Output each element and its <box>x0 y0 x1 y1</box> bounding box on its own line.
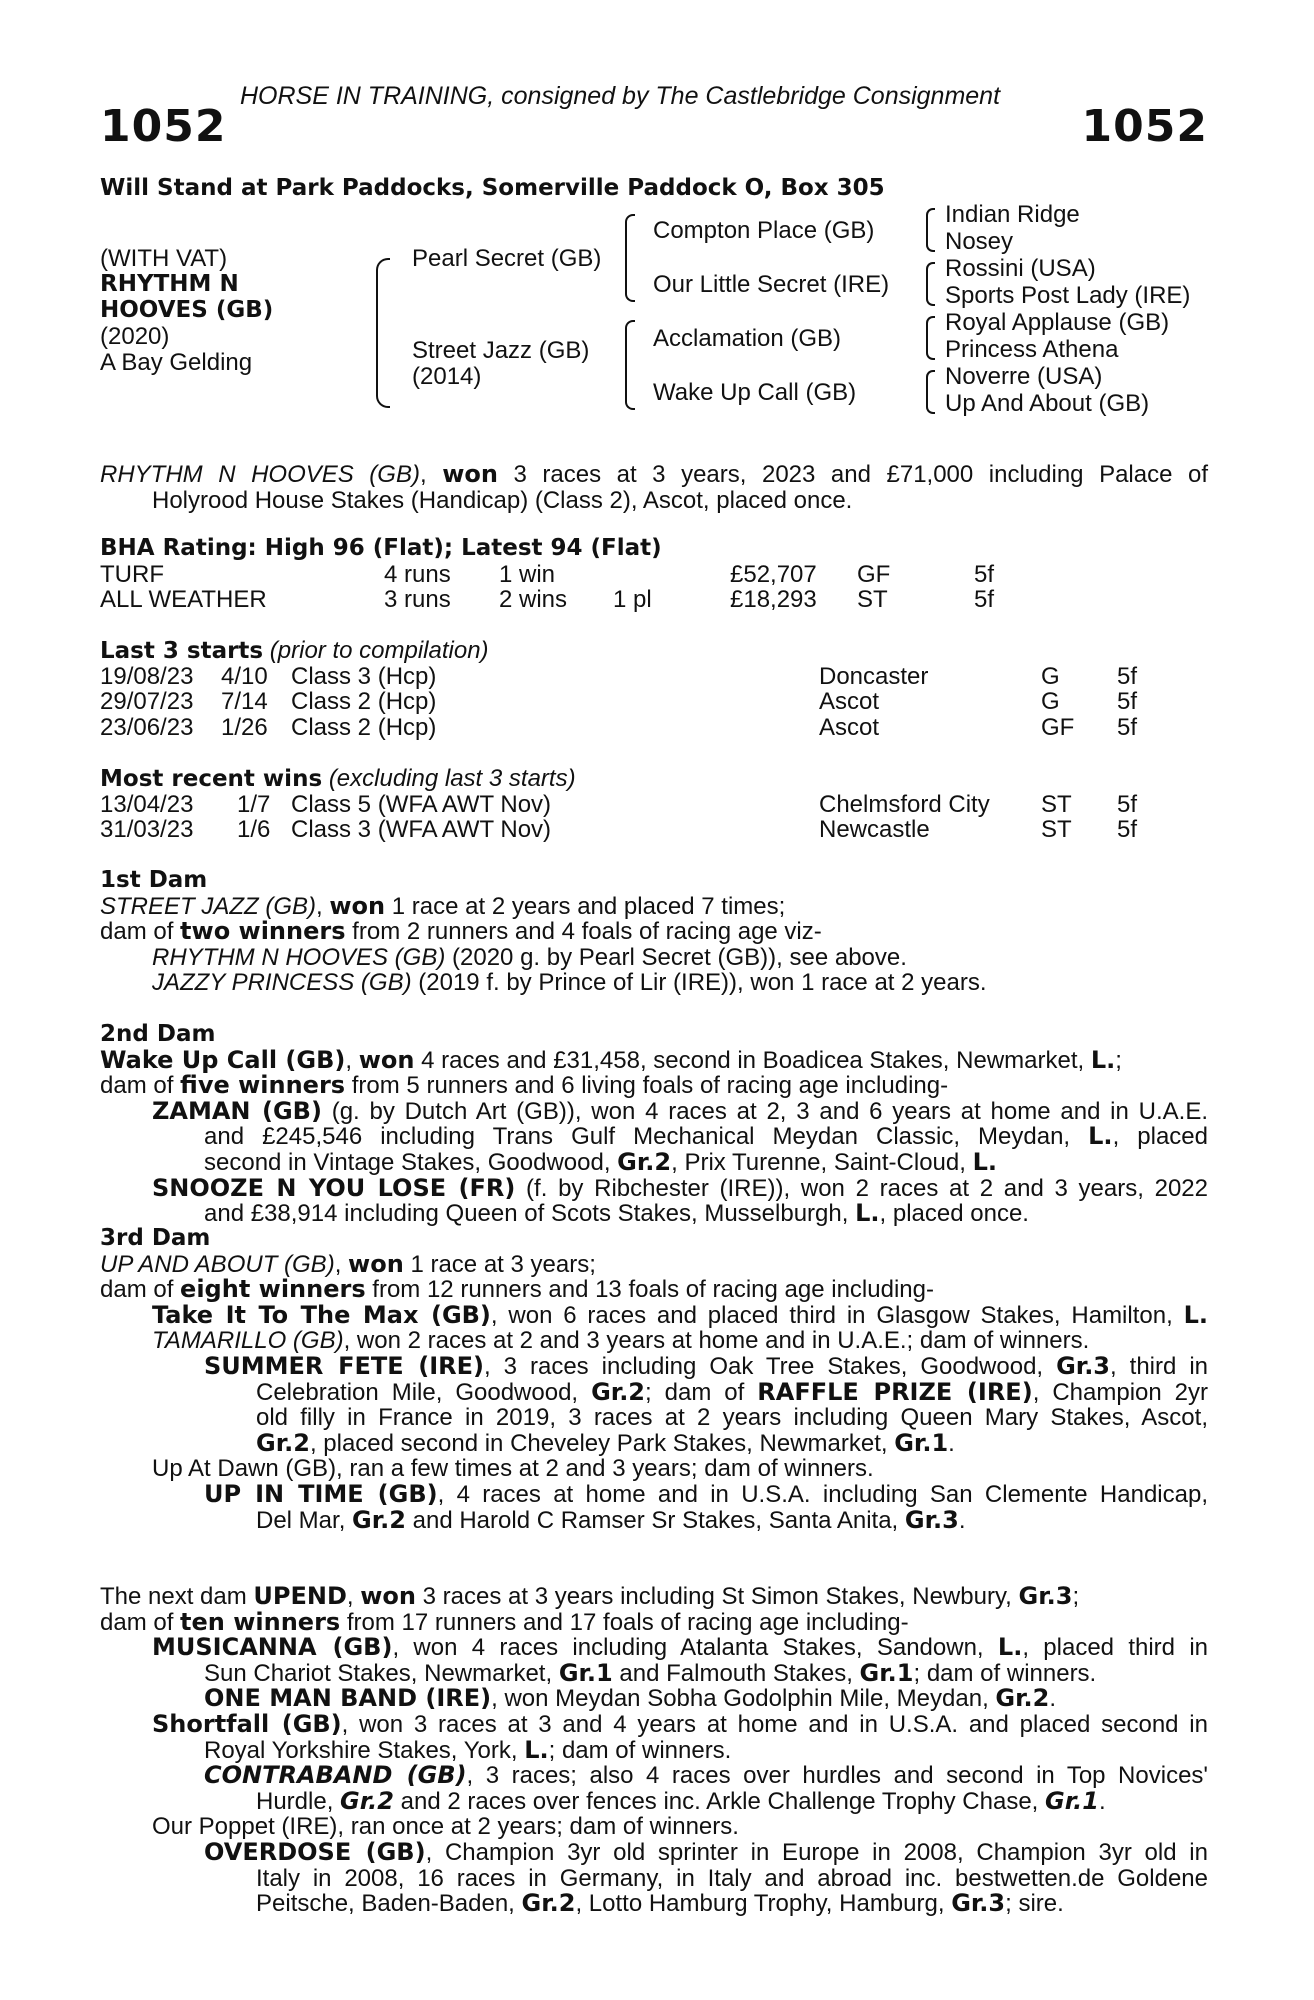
dam-year: (2014) <box>412 363 482 390</box>
first-dam-section <box>100 868 1208 996</box>
foaling-year: (2020) <box>100 323 170 350</box>
ancestor-3: Rossini (USA) <box>945 255 1096 282</box>
text-line: dam of ten winners from 17 runners and 17 foals of racing age including- <box>100 1607 909 1636</box>
text-line: CONTRABAND (GB), 3 races; also 4 races over hurdles and second in Top Novices' <box>204 1761 1208 1790</box>
text-line: Sun Chariot Stakes, Newmarket, Gr.1 and Falmouth Stakes, Gr.1; dam of winners. <box>204 1658 1097 1687</box>
text-line: Up At Dawn (GB), ran a few times at 2 and 3 years; dam of winners. <box>152 1455 874 1483</box>
brace-g4 <box>926 370 935 414</box>
bha-row-all-weather: ALL WEATHER 3 runs 2 wins 1 pl £18,293 ST 5f <box>100 586 995 614</box>
text-line: dam of five winners from 5 runners and 6 living foals of racing age including- <box>100 1071 949 1100</box>
last3-row: 19/08/23 4/10 Class 3 (Hcp) Doncaster G 5f <box>100 662 1138 690</box>
vat-note: (WITH VAT) <box>100 245 228 272</box>
text-line: Wake Up Call (GB), won 4 races and £31,458, second in Boadicea Stakes, Newmarket, L.; <box>100 1045 1122 1074</box>
text-line: SUMMER FETE (IRE), 3 races including Oak Tree Stakes, Goodwood, Gr.3, third in <box>204 1351 1208 1380</box>
ancestor-2: Nosey <box>945 228 1014 255</box>
page-header: HORSE IN TRAINING, consigned by The Castlebridge Consignment <box>240 82 1001 110</box>
text-line: and £245,546 including Trans Gulf Mechanical Meydan Classic, Meydan, L., placed <box>204 1122 1208 1151</box>
last3-row: 29/07/23 7/14 Class 2 (Hcp) Ascot G 5f <box>100 688 1138 716</box>
ancestor-6: Princess Athena <box>945 336 1119 363</box>
brace-g2 <box>926 262 935 306</box>
text-line: second in Vintage Stakes, Goodwood, Gr.2, Prix Turenne, Saint-Cloud, L. <box>204 1147 998 1176</box>
horse-description: A Bay Gelding <box>100 349 253 376</box>
ancestor-5: Royal Applause (GB) <box>945 309 1170 336</box>
text-line: SNOOZE N YOU LOSE (FR) (f. by Ribchester (IRE)), won 2 races at 2 and 3 years, 2022 <box>152 1173 1208 1202</box>
third-dam-section <box>100 1226 1208 1533</box>
sire-dam: Our Little Secret (IRE) <box>653 271 890 298</box>
text-line: STREET JAZZ (GB), won 1 race at 2 years and placed 7 times; <box>100 891 786 920</box>
sire: Pearl Secret (GB) <box>412 245 602 272</box>
race-summary <box>100 462 1208 513</box>
second-dam-section <box>100 1022 1208 1227</box>
horse-name-line1: RHYTHM N <box>100 271 239 297</box>
text-line: OVERDOSE (GB), Champion 3yr old sprinter in Europe in 2008, Champion 3yr old in <box>204 1837 1208 1866</box>
bha-heading: BHA Rating: High 96 (Flat); Latest 94 (Flat) <box>100 535 662 561</box>
text-line: Peitsche, Baden-Baden, Gr.2, Lotto Hamburg Trophy, Hamburg, Gr.3; sire. <box>256 1889 1064 1918</box>
text-line: RHYTHM N HOOVES (GB) (2020 g. by Pearl Secret (GB)), see above. <box>152 943 907 971</box>
summary-line-2: Holyrood House Stakes (Handicap) (Class 2), Ascot, placed once. <box>152 486 853 514</box>
text-line: UP AND ABOUT (GB), won 1 race at 3 years; <box>100 1249 596 1278</box>
lot-number-left: 1052 <box>100 101 227 152</box>
last-3-starts-section <box>100 638 1208 740</box>
recent-row: 13/04/23 1/7 Class 5 (WFA AWT Nov) Chelmsford City ST 5f <box>100 790 1138 818</box>
bha-rating-section <box>100 536 1208 613</box>
text-line: The next dam UPEND, won 3 races at 3 years including St Simon Stakes, Newbury, Gr.3; <box>100 1582 1080 1610</box>
brace-sire <box>625 214 635 302</box>
text-line: Gr.2, placed second in Cheveley Park Stakes, Newmarket, Gr.1. <box>256 1428 955 1457</box>
text-line: Italy in 2008, 16 races in Germany, in Italy and abroad inc. bestwetten.de Goldene <box>256 1864 1208 1892</box>
recent-row: 31/03/23 1/6 Class 3 (WFA AWT Nov) Newcastle ST 5f <box>100 816 1138 844</box>
last3-row: 23/06/23 1/26 Class 2 (Hcp) Ascot GF 5f <box>100 713 1138 741</box>
text-line: old filly in France in 2019, 3 races at 2 years including Queen Mary Stakes, Ascot, <box>256 1404 1208 1432</box>
text-line: MUSICANNA (GB), won 4 races including Atalanta Stakes, Sandown, L., placed third in <box>152 1633 1209 1662</box>
text-line: UP IN TIME (GB), 4 races at home and in U.S.A. including San Clemente Handicap, <box>204 1479 1209 1508</box>
text-line: Take It To The Max (GB), won 6 races and placed third in Glasgow Stakes, Hamilton, L. <box>152 1300 1208 1329</box>
ancestor-1: Indian Ridge <box>945 201 1080 228</box>
dam: Street Jazz (GB) <box>412 337 590 364</box>
dam-dam: Wake Up Call (GB) <box>653 379 857 406</box>
ancestor-7: Noverre (USA) <box>945 363 1103 390</box>
third-dam-heading: 3rd Dam <box>100 1225 211 1251</box>
second-dam-heading: 2nd Dam <box>100 1021 216 1047</box>
brace-g3 <box>926 316 935 360</box>
brace-gen1 <box>376 258 390 408</box>
text-line: dam of eight winners from 12 runners and 13 foals of racing age including- <box>100 1275 934 1304</box>
text-line: Shortfall (GB), won 3 races at 3 and 4 years at home and in U.S.A. and placed second in <box>152 1709 1208 1738</box>
text-line: dam of two winners from 2 runners and 4 foals of racing age viz- <box>100 917 822 946</box>
last3-heading: Last 3 starts (prior to compilation) <box>100 637 489 664</box>
brace-dam <box>625 320 635 410</box>
horse-name-line2: HOOVES (GB) <box>100 297 274 323</box>
recent-wins-section <box>100 766 1208 843</box>
text-line: Del Mar, Gr.2 and Harold C Ramser Sr Stakes, Santa Anita, Gr.3. <box>256 1505 966 1534</box>
text-line: TAMARILLO (GB), won 2 races at 2 and 3 years at home and in U.A.E.; dam of winners. <box>152 1327 1090 1355</box>
text-line: Royal Yorkshire Stakes, York, L.; dam of winners. <box>204 1735 732 1764</box>
lot-number-right: 1052 <box>1081 101 1208 152</box>
text-line: ONE MAN BAND (IRE), won Meydan Sobha Godolphin Mile, Meydan, Gr.2. <box>204 1684 1057 1713</box>
next-dam-section <box>100 1584 1208 1917</box>
dam-sire: Acclamation (GB) <box>653 325 842 352</box>
brace-g1 <box>926 208 935 252</box>
text-line: Our Poppet (IRE), ran once at 2 years; dam of winners. <box>152 1813 739 1841</box>
text-line: Celebration Mile, Goodwood, Gr.2; dam of RAFFLE PRIZE (IRE), Champion 2yr <box>256 1377 1209 1406</box>
text-line: JAZZY PRINCESS (GB) (2019 f. by Prince of Lir (IRE)), won 1 race at 2 years. <box>152 969 987 997</box>
text-line: Hurdle, Gr.2 and 2 races over fences inc. Arkle Challenge Trophy Chase, Gr.1. <box>256 1786 1106 1815</box>
sire-sire: Compton Place (GB) <box>653 217 875 244</box>
first-dam-heading: 1st Dam <box>100 867 208 893</box>
recent-heading: Most recent wins (excluding last 3 starts) <box>100 765 576 792</box>
text-line: and £38,914 including Queen of Scots Stakes, Musselburgh, L., placed once. <box>204 1199 1029 1228</box>
text-line: ZAMAN (GB) (g. by Dutch Art (GB)), won 4 races at 2, 3 and 6 years at home and in U.A.E. <box>152 1096 1208 1125</box>
ancestor-8: Up And About (GB) <box>945 390 1150 417</box>
stand-location: Will Stand at Park Paddocks, Somerville Paddock O, Box 305 <box>100 175 885 201</box>
bha-row-turf: TURF 4 runs 1 win £52,707 GF 5f <box>100 560 995 588</box>
summary-line-1: RHYTHM N HOOVES (GB), won 3 races at 3 years, 2023 and £71,000 including Palace of <box>100 460 1209 488</box>
ancestor-4: Sports Post Lady (IRE) <box>945 282 1191 309</box>
